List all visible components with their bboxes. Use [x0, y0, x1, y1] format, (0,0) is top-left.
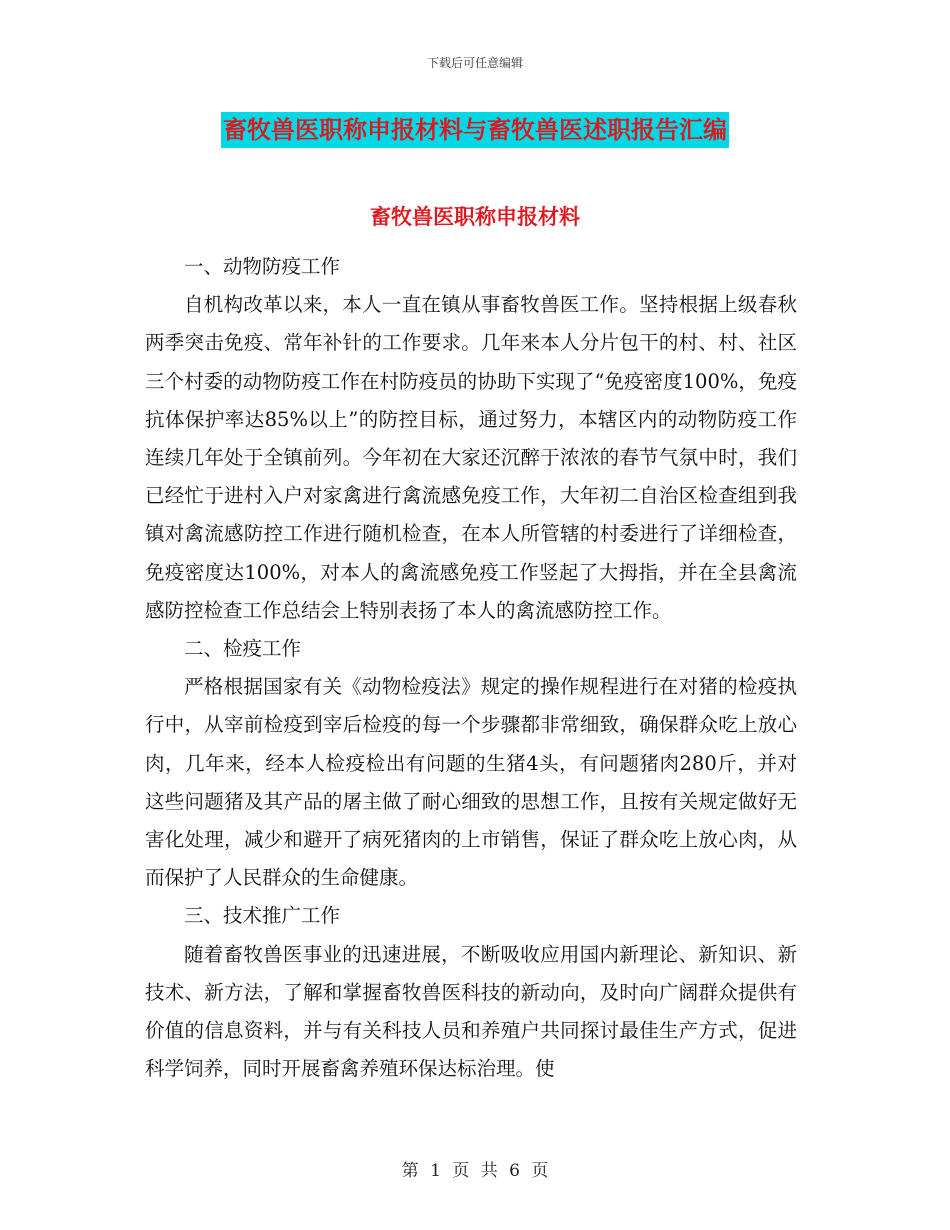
header-note: 下载后可任意编辑 — [426, 56, 523, 70]
main-title: 畜牧兽医职称申报材料与畜牧兽医述职报告汇编 — [221, 112, 729, 148]
document-body — [145, 248, 797, 1088]
page-footer: 第 1 页 共 6 页 — [401, 1161, 549, 1181]
paragraph-quarantine: 严格根据国家有关《动物检疫法》规定的操作规程进行在对猪的检疫执行中，从宰前检疫到宰后检疫的每一个步骤都非常细致，确保群众吃上放心肉，几年来，经本人检疫检出有问题的生猪4头，有问题猪肉280斤，并对这些问题猪及其产品的屠主做了耐心细致的思想工作，且按有关规定做好无害化处理，减少和避开了病死猪肉的上市销售，保证了群众吃上放心肉，从而保护了人民群众的生命健康。 — [145, 675, 797, 890]
paragraph-epidemic-prevention: 自机构改革以来，本人一直在镇从事畜牧兽医工作。坚持根据上级春秋两季突击免疫、常年补针的工作要求。几年来本人分片包干的村、村、社区三个村委的动物防疫工作在村防疫员的协助下实现了“免疫密度100%，免疫抗体保护率达85%以上”的防控目标，通过努力，本辖区内的动物防疫工作连续几年处于全镇前列。今年初在大家还沉醉于浓浓的春节气氛中时，我们已经忙于进村入户对家禽进行禽流感免疫工作，大年初二自治区检查组到我镇对禽流感防控工作进行随机检查，在本人所管辖的村委进行了详细检查，免疫密度达100%，对本人的禽流感免疫工作竖起了大拇指，并在全县禽流感防控检查工作总结会上特别表扬了本人的禽流感防控工作。 — [145, 293, 797, 622]
heading-animal-epidemic-prevention: 一、动物防疫工作 — [184, 255, 341, 278]
heading-quarantine: 二、检疫工作 — [184, 637, 302, 661]
main-title-wrap — [0, 112, 950, 148]
paragraph-technology-promotion: 随着畜牧兽医事业的迅速进展，不断吸收应用国内新理论、新知识、新技术、新方法，了解和掌握畜牧兽医科技的新动向，及时向广阔群众提供有价值的信息资料，并与有关科技人员和养殖户共同探讨最佳生产方式，促进科学饲养，同时开展畜禽养殖环保达标治理。使 — [145, 942, 797, 1081]
section-title: 畜牧兽医职称申报材料 — [370, 205, 580, 229]
heading-technology-promotion: 三、技术推广工作 — [184, 904, 341, 928]
